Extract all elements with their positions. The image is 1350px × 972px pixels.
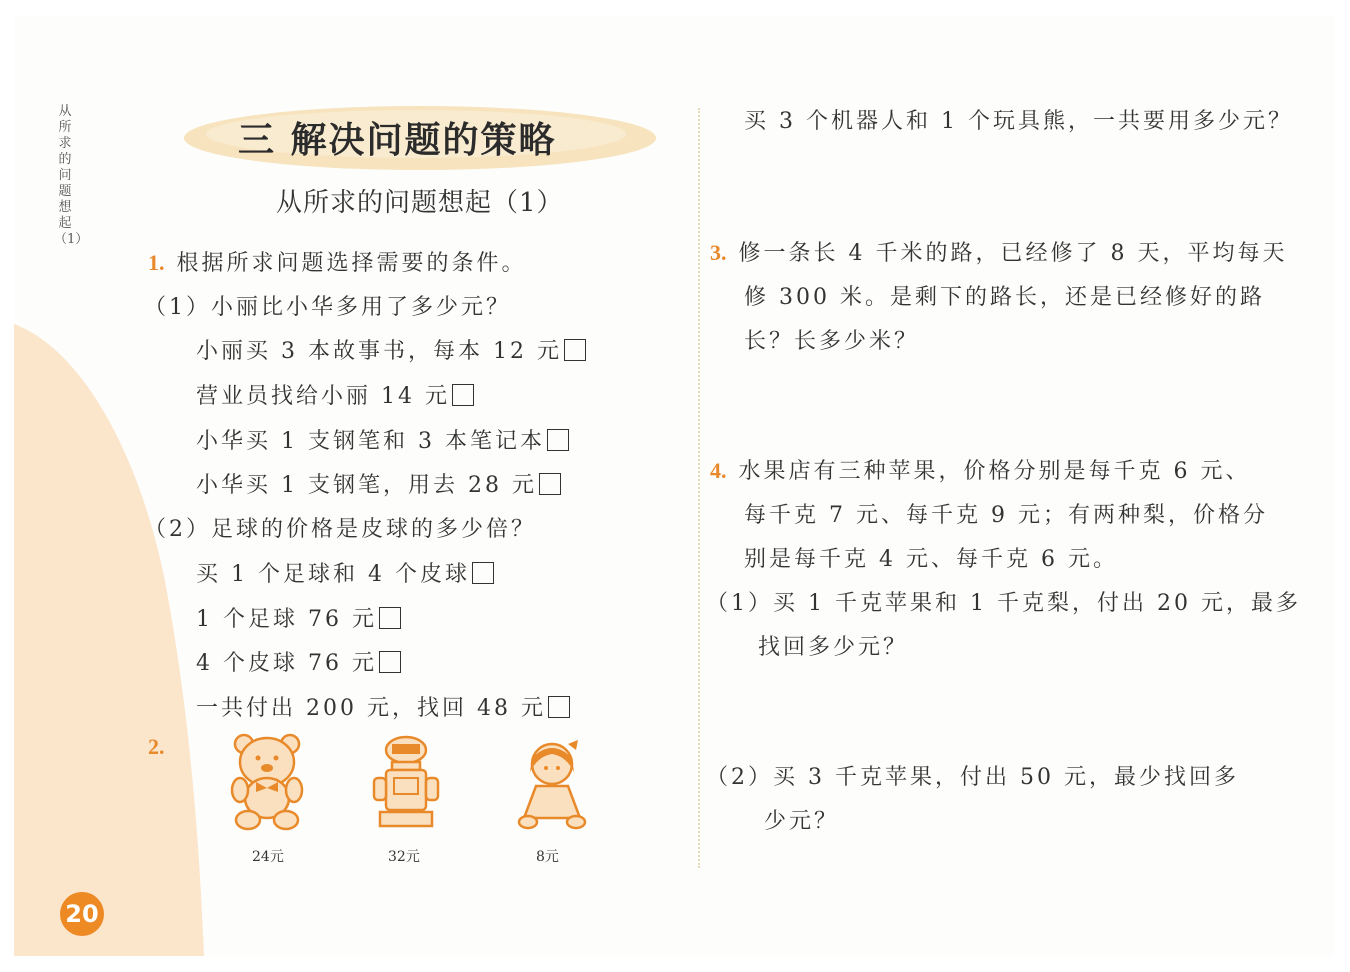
- condition-item: 4 个皮球 76 元: [196, 646, 401, 677]
- checkbox[interactable]: [379, 651, 401, 673]
- side-chapter-label: 从所求的问题想起（1）: [54, 104, 89, 247]
- condition-item: 小华买 1 支钢笔，用去 28 元: [196, 468, 561, 499]
- question-3-line: 长？长多少米？: [744, 329, 920, 354]
- checkbox[interactable]: [547, 429, 569, 451]
- question-3-line: 修 300 米。是剩下的路长，还是已经修好的路: [744, 285, 1265, 310]
- question-4-line: 别是每千克 4 元、每千克 6 元。: [744, 547, 1118, 572]
- question-4: 4. 水果店有三种苹果，价格分别是每千克 6 元、: [710, 458, 1251, 484]
- page-number-badge: 20: [60, 892, 104, 936]
- condition-item: 小丽买 3 本故事书，每本 12 元: [196, 334, 586, 365]
- robot-icon: [366, 734, 446, 834]
- question-text: 根据所求问题选择需要的条件。: [176, 251, 527, 276]
- checkbox[interactable]: [472, 562, 494, 584]
- question-4-part-1: （1）买 1 千克苹果和 1 千克梨，付出 20 元，最多: [706, 591, 1301, 616]
- question-1: [148, 246, 527, 277]
- checkbox[interactable]: [379, 607, 401, 629]
- checkbox[interactable]: [564, 339, 586, 361]
- section-subtitle: 从所求的问题想起（1）: [276, 188, 564, 218]
- chapter-title: 三 解决问题的策略: [238, 119, 557, 161]
- question-4-part-1-line: 找回多少元？: [758, 635, 909, 660]
- question-number: 1.: [148, 250, 165, 275]
- doll-icon: [514, 738, 590, 832]
- checkbox[interactable]: [548, 696, 570, 718]
- condition-item: 买 1 个足球和 4 个皮球: [196, 557, 494, 588]
- question-4-line: 每千克 7 元、每千克 9 元；有两种梨，价格分: [744, 503, 1268, 528]
- teddy-bear-icon: [226, 732, 310, 832]
- question-4-part-2-line: 少元？: [764, 809, 840, 834]
- condition-item: 一共付出 200 元，找回 48 元: [196, 691, 570, 722]
- question-3: 3. 修一条长 4 千米的路，已经修了 8 天，平均每天: [710, 240, 1288, 266]
- condition-item: 1 个足球 76 元: [196, 602, 401, 633]
- question-2-number: 2.: [148, 734, 165, 759]
- price-label: 8元: [536, 849, 559, 865]
- question-1-part-1: （1）小丽比小华多用了多少元？: [144, 295, 511, 320]
- checkbox[interactable]: [452, 384, 474, 406]
- question-1-part-2: （2）足球的价格是皮球的多少倍？: [144, 517, 536, 542]
- checkbox[interactable]: [539, 473, 561, 495]
- condition-item: 小华买 1 支钢笔和 3 本笔记本: [196, 424, 569, 455]
- question-4-part-2: （2）买 3 千克苹果，付出 50 元，最少找回多: [706, 765, 1239, 790]
- price-label: 24元: [252, 849, 284, 865]
- condition-item: 营业员找给小丽 14 元: [196, 379, 474, 410]
- price-label: 32元: [388, 849, 420, 865]
- question-2-text: 买 3 个机器人和 1 个玩具熊，一共要用多少元？: [744, 109, 1293, 134]
- workbook-page: [14, 16, 1334, 956]
- page-divider: [698, 108, 700, 868]
